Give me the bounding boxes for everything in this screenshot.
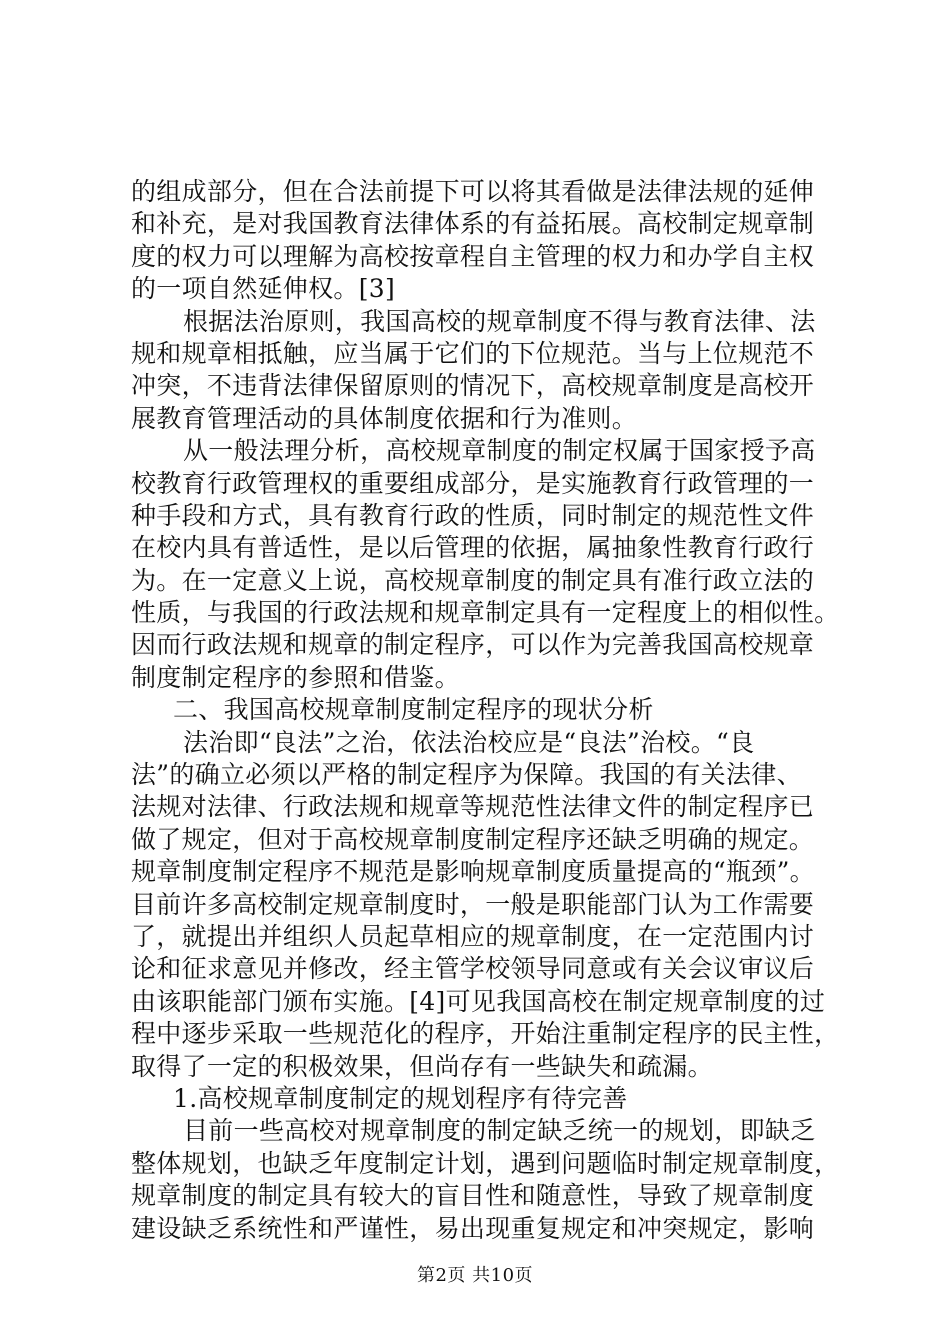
text-line: 规章制度的制定具有较大的盲目性和随意性，导致了规章制度	[131, 1181, 815, 1211]
text-line: 论和征求意见并修改，经主管学校领导同意或有关会议审议后	[131, 954, 815, 984]
page-footer: 第2页 共10页	[416, 1265, 534, 1286]
text-line: 的一项自然延伸权。[3]	[131, 274, 396, 304]
text-line: 目前许多高校制定规章制度时，一般是职能部门认为工作需要	[131, 889, 815, 919]
text-line: 由该职能部门颁布实施。[4]可见我国高校在制定规章制度的过	[131, 986, 826, 1016]
text-line: 整体规划，也缺乏年度制定计划，遇到问题临时制定规章制度，	[131, 1148, 840, 1178]
text-line: 因而行政法规和规章的制定程序，可以作为完善我国高校规章	[131, 630, 815, 660]
text-line: 和补充，是对我国教育法律体系的有益拓展。高校制定规章制	[131, 209, 815, 239]
text-line: 展教育管理活动的具体制度依据和行为准则。	[131, 403, 638, 433]
text-line: 冲突，不违背法律保留原则的情况下，高校规章制度是高校开	[131, 371, 815, 401]
document-body	[131, 176, 840, 1245]
text-line: 规章制度制定程序不规范是影响规章制度质量提高的“瓶颈”。	[131, 857, 815, 887]
text-line: 种手段和方式，具有教育行政的性质，同时制定的规范性文件	[131, 500, 815, 530]
text-line: 做了规定，但对于高校规章制度制定程序还缺乏明确的规定。	[131, 824, 815, 854]
text-line: 在校内具有普适性，是以后管理的依据，属抽象性教育行政行	[131, 533, 815, 563]
section-heading: 二、我国高校规章制度制定程序的现状分析	[173, 695, 654, 725]
text-line: 目前一些高校对规章制度的制定缺乏统一的规划，即缺乏	[183, 1116, 816, 1146]
text-line: 程中逐步采取一些规范化的程序，开始注重制定程序的民主性，	[131, 1019, 840, 1049]
text-line: 的组成部分，但在合法前提下可以将其看做是法律法规的延伸	[131, 177, 815, 206]
text-line: 制度制定程序的参照和借鉴。	[131, 662, 460, 692]
text-line: 了，就提出并组织人员起草相应的规章制度，在一定范围内讨	[131, 921, 815, 951]
section-heading: 1.高校规章制度制定的规划程序有待完善	[173, 1083, 628, 1113]
text-line: 性质，与我国的行政法规和规章制定具有一定程度上的相似性。	[131, 598, 840, 628]
text-line: 校教育行政管理权的重要组成部分，是实施教育行政管理的一	[131, 468, 815, 498]
text-line: 根据法治原则，我国高校的规章制度不得与教育法律、法	[183, 306, 816, 336]
text-line: 法”的确立必须以严格的制定程序为保障。我国的有关法律、	[131, 760, 802, 790]
text-line: 法治即“良法”之治，依法治校应是“良法”治校。“良	[183, 727, 755, 757]
text-line: 度的权力可以理解为高校按章程自主管理的权力和办学自主权	[131, 241, 815, 271]
text-line: 为。在一定意义上说，高校规章制度的制定具有准行政立法的	[131, 565, 815, 595]
text-line: 从一般法理分析，高校规章制度的制定权属于国家授予高	[183, 436, 816, 466]
text-line: 法规对法律、行政法规和规章等规范性法律文件的制定程序已	[131, 792, 815, 822]
text-line: 取得了一定的积极效果，但尚存有一些缺失和疏漏。	[131, 1051, 713, 1081]
text-line: 规和规章相抵触，应当属于它们的下位规范。当与上位规范不	[131, 338, 815, 368]
text-line: 建设缺乏系统性和严谨性，易出现重复规定和冲突规定，影响	[131, 1213, 815, 1243]
